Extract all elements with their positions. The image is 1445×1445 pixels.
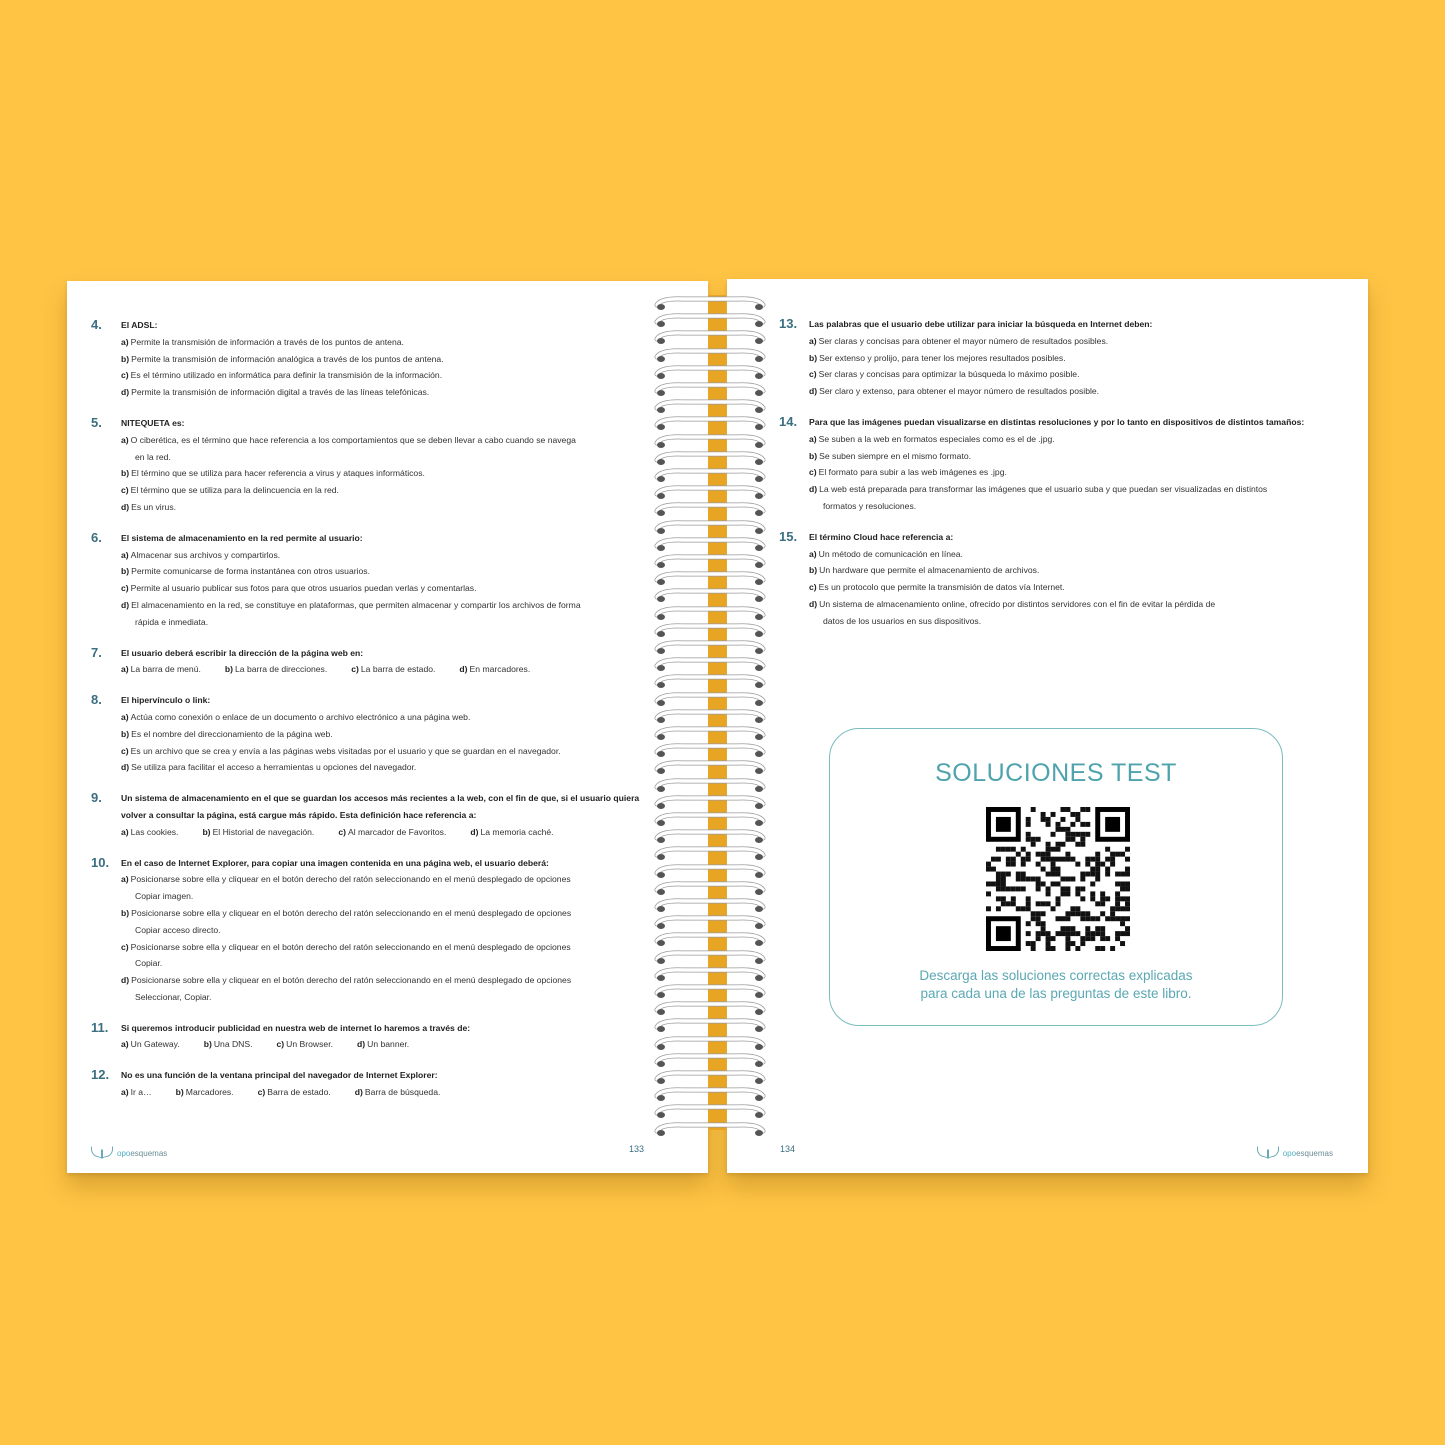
answer-option: b) Posicionarse sobre ella y cliquear en el botón derecho del ratón seleccionando en el menú desplegado de opciones Copiar acceso directo.	[121, 907, 572, 935]
answer-option: a) Permite la transmisión de información a través de los puntos de antena.	[121, 336, 404, 347]
spiral-ring	[653, 484, 767, 501]
answer-option: a) Un Gateway.	[121, 1039, 180, 1050]
left-page	[67, 281, 708, 1173]
answer-option: d) Permite la transmisión de información digital a través de las líneas telefónicas.	[121, 387, 430, 398]
question-number: 10.	[91, 854, 110, 870]
opoesquemas-logo	[1257, 1148, 1333, 1158]
spiral-ring	[653, 673, 767, 690]
answer-option: c) Es un protocolo que permite la transmisión de datos vía Internet.	[809, 582, 1065, 593]
spiral-ring	[653, 295, 767, 312]
spiral-ring	[653, 1069, 767, 1086]
question-text: El sistema de almacenamiento en la red permite al usuario:	[121, 532, 363, 543]
spiral-binding	[653, 295, 767, 1130]
spiral-ring	[653, 949, 767, 966]
answer-option: c) Posicionarse sobre ella y cliquear en el botón derecho del ratón seleccionando en el menú desplegado de opciones Copiar.	[121, 941, 571, 969]
answer-option: b) La barra de direcciones.	[224, 664, 328, 675]
question-text: El hipervínculo o link:	[121, 695, 211, 706]
question-item	[91, 645, 651, 679]
spiral-ring	[653, 1017, 767, 1034]
answer-option: b) Un hardware que permite el almacenamiento de archivos.	[809, 565, 1040, 576]
spiral-ring	[653, 794, 767, 811]
question-text: Para que las imágenes puedan visualizarse en distintas resoluciones y por lo tanto en dispositivos de distintos tamaños:	[809, 416, 1305, 427]
question-text: El ADSL:	[121, 320, 158, 330]
question-body	[809, 414, 1319, 515]
answer-option: d) El almacenamiento en la red, se constituye en plataformas, que permiten almacenar y compartir los archivos de forma rápida e inmediata.	[121, 599, 581, 627]
answer-option: c) La barra de estado.	[351, 664, 436, 675]
answer-option: a) Las cookies.	[121, 826, 179, 837]
spiral-ring	[653, 553, 767, 570]
question-number: 8.	[91, 692, 102, 708]
question-body	[121, 790, 651, 840]
answer-option: c) Permite al usuario publicar sus fotos para que otros usuarios puedan verlas y comentarlas.	[121, 583, 477, 594]
spiral-ring	[653, 381, 767, 398]
spiral-ring	[653, 605, 767, 622]
question-number: 13.	[779, 316, 798, 331]
answer-option: d) En marcadores.	[459, 664, 531, 675]
spiral-ring	[653, 966, 767, 983]
spiral-ring	[653, 1086, 767, 1103]
answer-option: a) Actúa como conexión o enlace de un documento o archivo electrónico a una página web.	[121, 711, 471, 722]
question-text: Un sistema de almacenamiento en el que se guardan los accesos más recientes a la web, con el fin de que, si el usuario quiera volver a consultar la página, está cargue más rápido. Esta definición hace referencia a:	[121, 793, 640, 820]
answer-option: b) El Historial de navegación.	[202, 826, 315, 837]
spiral-ring	[653, 364, 767, 381]
answer-options-inline	[121, 661, 651, 678]
spiral-ring	[653, 656, 767, 673]
spiral-ring	[653, 1035, 767, 1052]
book-logo-icon	[91, 1148, 113, 1158]
answer-option: a) La barra de menú.	[121, 664, 201, 675]
question-item	[91, 530, 651, 631]
answer-option: b) Una DNS.	[203, 1039, 253, 1050]
spiral-ring	[653, 880, 767, 897]
question-body	[121, 415, 651, 516]
answer-option: b) Permite la transmisión de información analógica a través de los puntos de antena.	[121, 353, 444, 364]
question-number: 14.	[779, 413, 798, 429]
logo-accent-text: opo	[117, 1148, 131, 1158]
spiral-ring	[653, 415, 767, 432]
page-number: 133	[628, 1144, 644, 1154]
answer-option: c) Un Browser.	[276, 1039, 333, 1050]
answer-option: a) Ir a…	[121, 1087, 152, 1098]
answer-options-inline	[121, 1084, 651, 1101]
spiral-ring	[653, 329, 767, 346]
answer-option: a) O ciberética, es el término que hace referencia a los comportamientos que se deben llevar a cabo cuando se navega en la red.	[121, 434, 576, 462]
answer-option: b) Permite comunicarse de forma instantánea con otros usuarios.	[121, 566, 370, 577]
spiral-ring	[653, 433, 767, 450]
question-item	[779, 316, 1319, 400]
answer-option: d) Barra de búsqueda.	[354, 1087, 441, 1098]
right-page	[727, 279, 1368, 1173]
answer-option: d) Ser claro y extenso, para obtener el mayor número de resultados posible.	[809, 386, 1100, 397]
question-body	[121, 1067, 651, 1101]
answer-options-inline	[121, 824, 651, 841]
answer-option: d) La web está preparada para transformar las imágenes que el usuario suba y que puedan ser visualizadas en distintos formatos y resoluciones.	[809, 484, 1268, 511]
spiral-ring	[653, 759, 767, 776]
spiral-ring	[653, 914, 767, 931]
answer-option: d) Se utiliza para facilitar el acceso a herramientas u opciones del navegador.	[121, 762, 417, 773]
logo-rest-text: esquemas	[130, 1148, 168, 1158]
spiral-ring	[653, 1121, 767, 1138]
spiral-ring	[653, 1103, 767, 1120]
question-item	[91, 855, 651, 1006]
spiral-ring	[653, 1052, 767, 1069]
answer-option: a) Almacenar sus archivos y compartirlos.	[121, 549, 281, 560]
right-question-list	[779, 316, 1319, 644]
answer-option: c) Es el término utilizado en informática para definir la transmisión de la información.	[121, 370, 443, 381]
question-body	[121, 1020, 651, 1054]
answer-option: b) Ser extenso y prolijo, para tener los mejores resultados posibles.	[809, 352, 1066, 363]
question-text: En el caso de Internet Explorer, para copiar una imagen contenida en una página web, el usuario deberá:	[121, 857, 549, 868]
answer-option: d) Es un virus.	[121, 501, 177, 512]
question-text: No es una función de la ventana principal del navegador de Internet Explorer:	[121, 1070, 438, 1081]
spiral-ring	[653, 811, 767, 828]
answer-option: d) Posicionarse sobre ella y cliquear en el botón derecho del ratón seleccionando en el menú desplegado de opciones Seleccionar, Copiar.	[121, 975, 572, 1002]
question-item	[779, 414, 1319, 515]
answer-option: d) La memoria caché.	[470, 826, 554, 837]
logo-accent-text: opo	[1282, 1148, 1297, 1158]
answer-options-inline	[121, 1036, 651, 1053]
spiral-ring	[653, 1000, 767, 1017]
answer-option: a) Ser claras y concisas para obtener el mayor número de resultados posibles.	[809, 335, 1109, 346]
question-item	[91, 1067, 651, 1101]
spiral-ring	[653, 622, 767, 639]
question-item	[91, 317, 651, 401]
spiral-ring	[653, 570, 767, 587]
page-number: 134	[780, 1144, 796, 1154]
spiral-ring	[653, 691, 767, 708]
answer-option: c) Al marcador de Favoritos.	[338, 826, 447, 837]
question-body	[121, 317, 651, 401]
answer-option: a) Posicionarse sobre ella y cliquear en el botón derecho del ratón seleccionando en el menú desplegado de opciones Copiar imagen.	[121, 874, 571, 902]
question-body	[121, 855, 651, 1006]
solutions-box	[829, 728, 1283, 1026]
question-body	[121, 645, 651, 679]
answer-option: c) El formato para subir a las web imágenes es .jpg.	[809, 467, 1007, 478]
question-text: El término Cloud hace referencia a:	[809, 531, 954, 542]
spiral-ring	[653, 828, 767, 845]
answer-option: b) Es el nombre del direccionamiento de la página web.	[121, 728, 333, 739]
question-item	[91, 790, 651, 840]
answer-option: b) Marcadores.	[175, 1087, 234, 1098]
left-question-list	[91, 317, 651, 1115]
question-number: 6.	[91, 529, 102, 545]
answer-option: c) El término que se utiliza para la delincuencia en la red.	[121, 485, 339, 496]
solutions-description-line-1: Descarga las soluciones correctas explicadas	[919, 968, 1193, 983]
answer-option: c) Ser claras y concisas para optimizar la búsqueda lo máximo posible.	[809, 369, 1080, 380]
question-text: Si queremos introducir publicidad en nuestra web de internet lo haremos a través de:	[121, 1022, 471, 1033]
spiral-ring	[653, 587, 767, 604]
book-logo-icon	[1257, 1148, 1279, 1158]
question-body	[121, 692, 651, 776]
question-body	[809, 529, 1319, 630]
question-number: 12.	[91, 1067, 110, 1083]
spiral-ring	[653, 501, 767, 518]
spiral-ring	[653, 398, 767, 415]
spiral-ring	[653, 863, 767, 880]
question-text: El usuario deberá escribir la dirección de la página web en:	[121, 647, 364, 658]
question-item	[779, 529, 1319, 630]
question-number: 4.	[91, 317, 102, 332]
spiral-ring	[653, 312, 767, 329]
answer-option: c) Barra de estado.	[257, 1087, 331, 1098]
question-text: NITEQUETA es:	[121, 417, 185, 428]
question-body	[809, 316, 1319, 400]
question-item	[91, 692, 651, 776]
answer-option: d) Un banner.	[356, 1039, 410, 1050]
question-number: 15.	[779, 528, 798, 544]
spiral-ring	[653, 639, 767, 656]
logo-rest-text: esquemas	[1296, 1148, 1333, 1158]
question-number: 11.	[91, 1019, 109, 1035]
answer-option: b) Se suben siempre en el mismo formato.	[809, 450, 972, 461]
spiral-ring	[653, 983, 767, 1000]
opoesquemas-logo	[91, 1148, 167, 1158]
solutions-description-line-2: para cada una de las preguntas de este libro.	[920, 986, 1192, 1001]
question-body	[121, 530, 651, 631]
answer-option: c) Es un archivo que se crea y envía a las páginas webs visitadas por el usuario y que se guardan en el navegador.	[121, 745, 561, 756]
question-item	[91, 415, 651, 516]
spiral-ring	[653, 845, 767, 862]
solutions-title: SOLUCIONES TEST	[935, 759, 1177, 787]
answer-option: a) Se suben a la web en formatos especiales como es el de .jpg.	[809, 433, 1055, 444]
question-number: 9.	[91, 790, 102, 806]
spiral-ring	[653, 708, 767, 725]
solutions-description	[830, 967, 1282, 1003]
spiral-ring	[653, 467, 767, 484]
spiral-ring	[653, 450, 767, 467]
spiral-ring	[653, 742, 767, 759]
question-number: 7.	[91, 644, 102, 660]
spiral-ring	[653, 777, 767, 794]
qr-code-icon[interactable]	[986, 807, 1130, 951]
spiral-ring	[653, 536, 767, 553]
answer-option: a) Un método de comunicación en línea.	[809, 548, 963, 559]
question-number: 5.	[91, 414, 102, 430]
answer-option: b) El término que se utiliza para hacer referencia a virus y ataques informáticos.	[121, 468, 425, 479]
spiral-ring	[653, 347, 767, 364]
spiral-ring	[653, 897, 767, 914]
question-text: Las palabras que el usuario debe utilizar para iniciar la búsqueda en Internet deben:	[809, 319, 1153, 329]
question-item	[91, 1020, 651, 1054]
spiral-ring	[653, 519, 767, 536]
spiral-ring	[653, 725, 767, 742]
spiral-ring	[653, 931, 767, 948]
answer-option: d) Un sistema de almacenamiento online, ofrecido por distintos servidores con el fin de evitar la pérdida de datos de los usuarios en sus dispositivos.	[809, 598, 1216, 626]
